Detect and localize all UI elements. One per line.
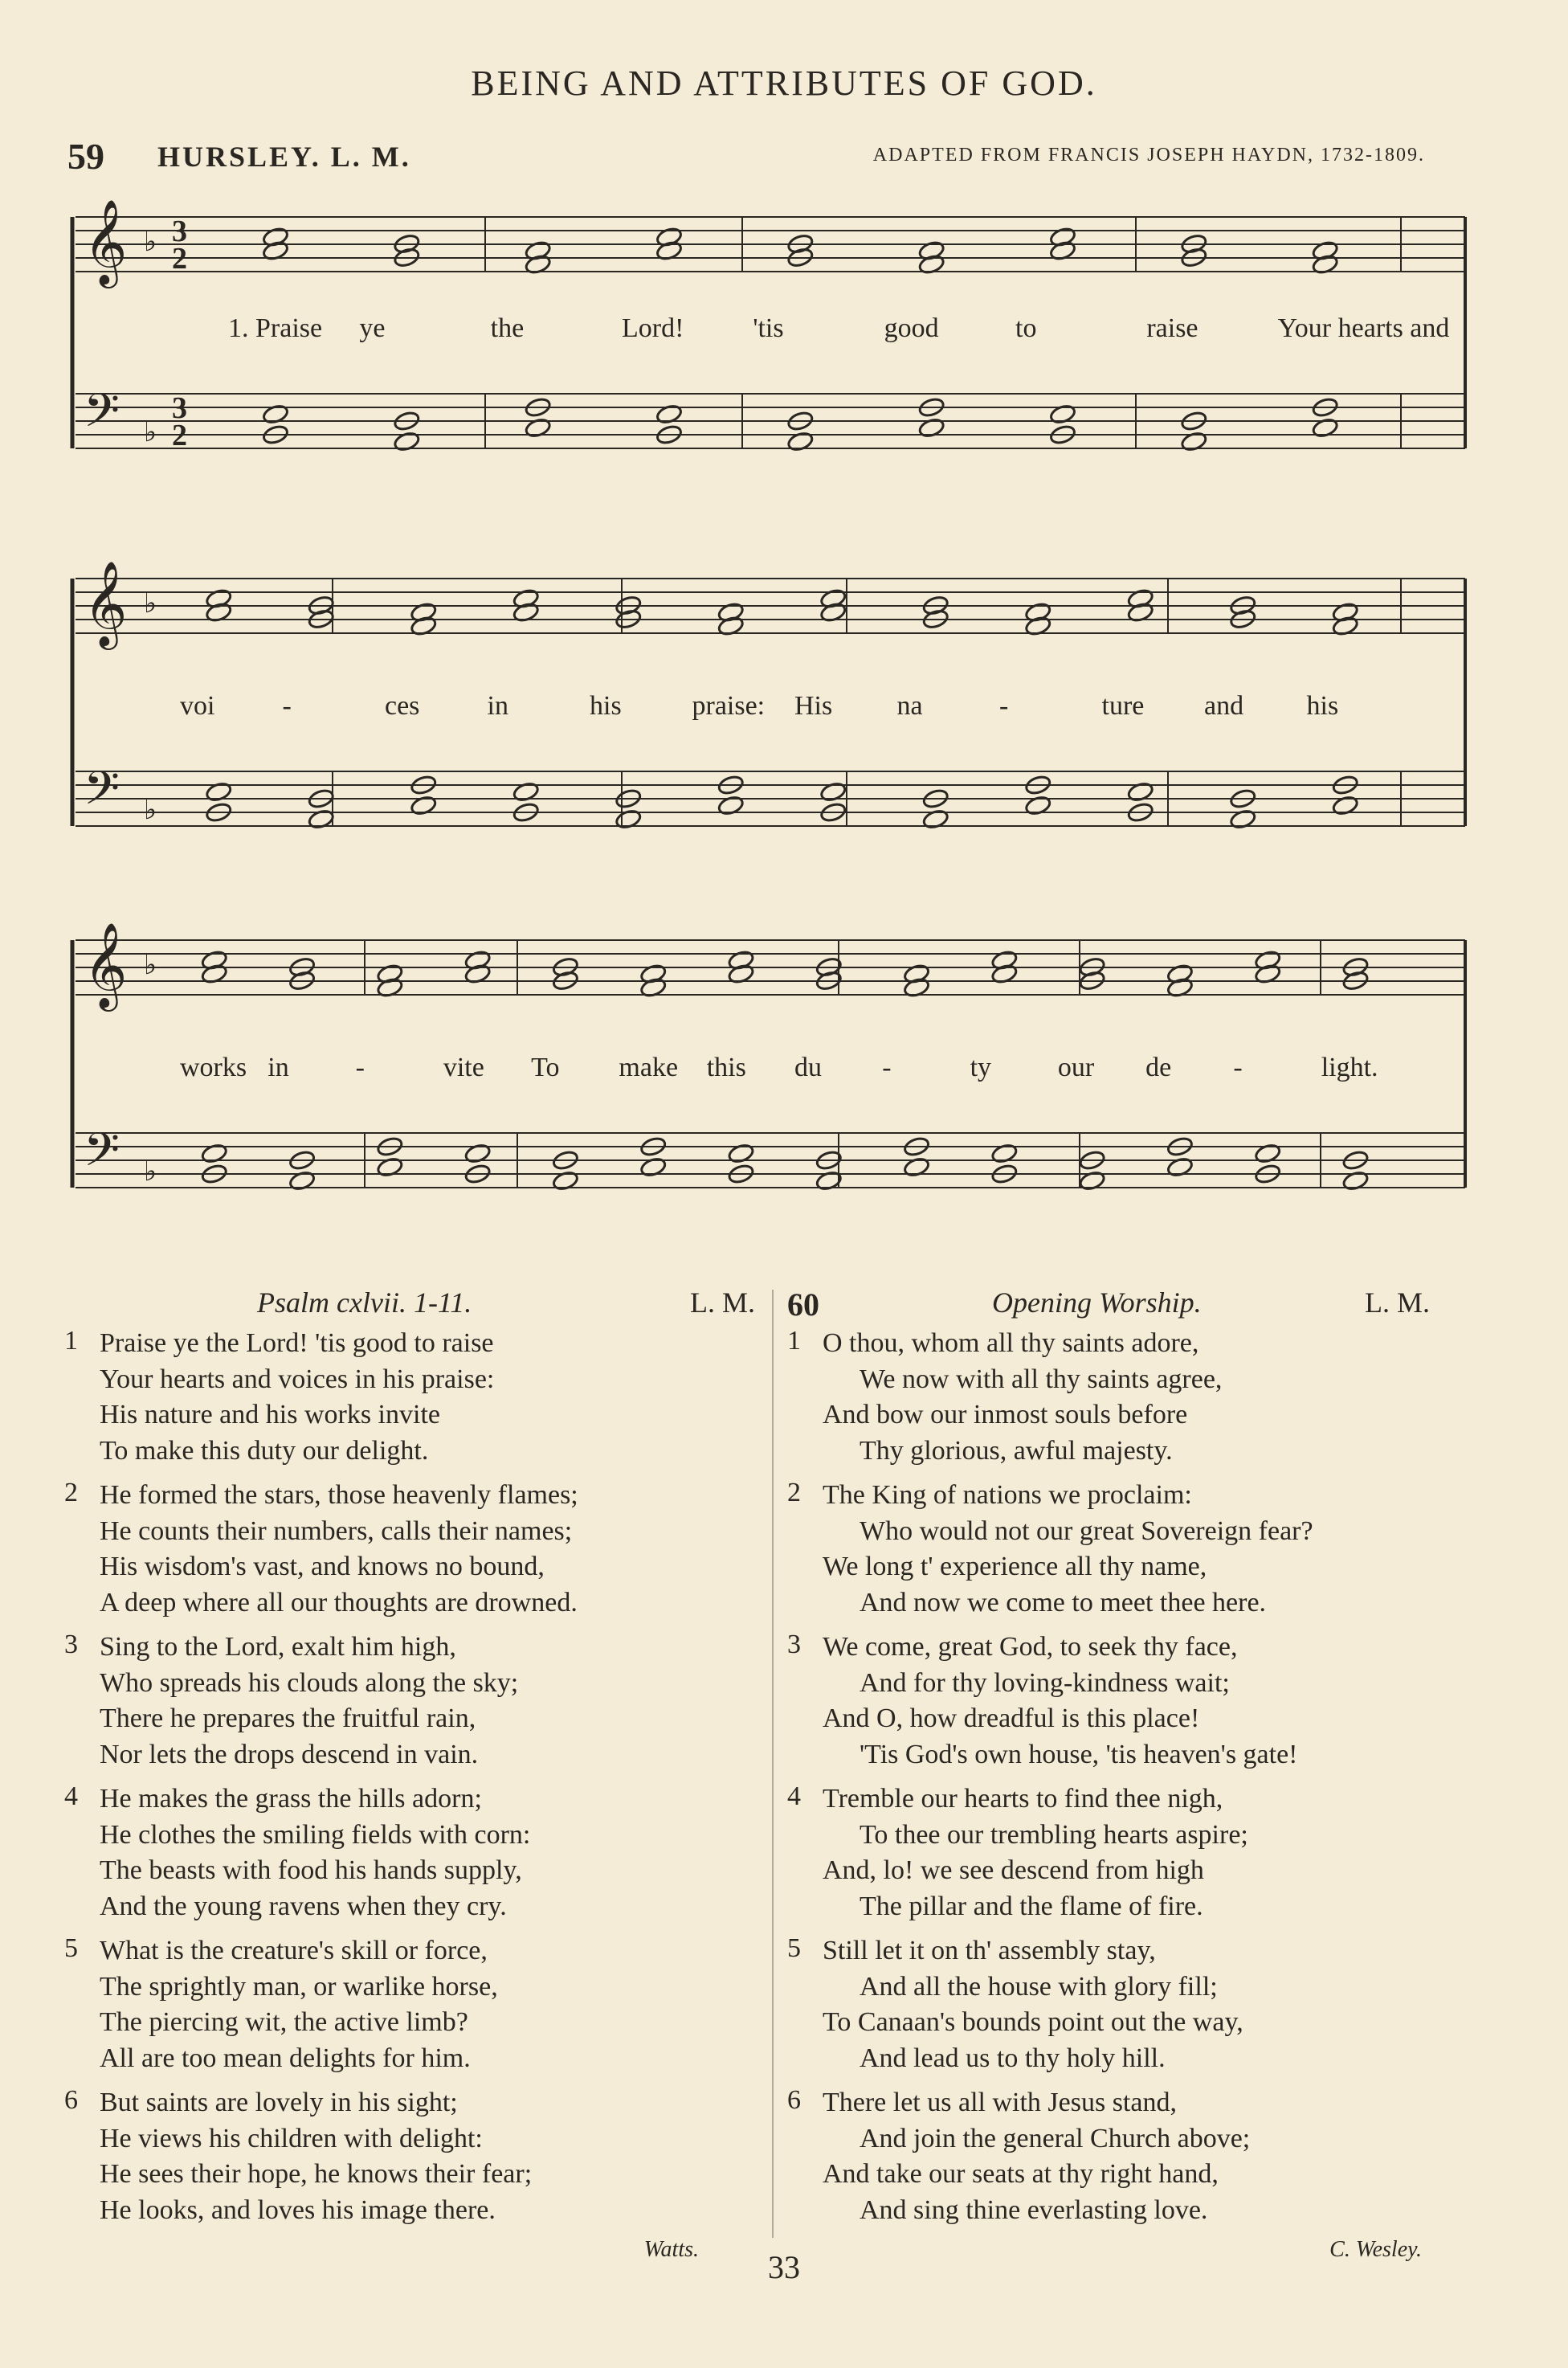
verse-line: Thy glorious, awful majesty. xyxy=(860,1435,1173,1466)
stanza xyxy=(64,1326,755,1469)
verse-line: The beasts with food his hands supply, xyxy=(100,1855,522,1885)
lyric-syllable: and xyxy=(1204,691,1244,721)
note-head xyxy=(917,417,945,439)
note-head xyxy=(524,417,551,439)
verse-line: A deep where all our thoughts are drowned. xyxy=(100,1587,578,1618)
verse-line: To make this duty our delight. xyxy=(100,1435,429,1466)
verse-line: Sing to the Lord, exalt him high, xyxy=(100,1632,456,1662)
verse-line: O thou, whom all thy saints adore, xyxy=(823,1328,1199,1358)
verse-line: Your hearts and voices in his praise: xyxy=(100,1364,495,1394)
lyric-syllable: Your hearts and xyxy=(1277,313,1450,343)
note-head xyxy=(903,1156,930,1178)
note-head xyxy=(376,1156,403,1178)
lyric-syllable: - xyxy=(282,691,292,721)
author-attribution: Watts. xyxy=(643,2237,699,2262)
time-signature: 2 xyxy=(172,419,187,452)
note-head xyxy=(410,795,437,816)
verse-line: We long t' experience all thy name, xyxy=(823,1552,1207,1581)
note-head xyxy=(922,808,949,830)
lyric-syllable: du xyxy=(794,1053,822,1082)
verse-line: And now we come to meet thee here. xyxy=(860,1587,1267,1618)
verse-line: And for thy loving-kindness wait; xyxy=(860,1667,1230,1698)
verse-line: His nature and his works invite xyxy=(100,1400,440,1429)
bass-clef-icon: 𝄢 xyxy=(84,1123,120,1188)
note-head xyxy=(262,403,289,425)
running-head: BEING AND ATTRIBUTES OF GOD. xyxy=(471,63,1097,103)
stanza xyxy=(64,1630,755,1773)
flat-icon: ♭ xyxy=(144,226,157,258)
lyric-syllable: his xyxy=(1306,691,1339,721)
lyric-syllable: - xyxy=(1233,1053,1243,1082)
verse-line: Still let it on th' assembly stay, xyxy=(823,1936,1156,1965)
verse-line: But saints are lovely in his sight; xyxy=(100,2088,458,2117)
verse-line: All are too mean delights for him. xyxy=(100,2043,471,2073)
lyric-syllable: voi xyxy=(180,691,215,721)
verse-line: He views his children with delight: xyxy=(100,2123,483,2153)
lyric-syllable: this xyxy=(706,1053,746,1082)
lyric-syllable: the xyxy=(490,313,525,343)
lyric-syllable: vite xyxy=(443,1053,484,1082)
verse-line: The pillar and the flame of fire. xyxy=(860,1891,1203,1921)
note-head xyxy=(512,781,540,803)
hymn-number: 60 xyxy=(787,1286,819,1323)
lyric-syllable: His xyxy=(794,691,833,721)
lyric-syllable: na xyxy=(896,691,923,721)
note-head xyxy=(639,1156,667,1178)
verse-line: Who would not our great Sovereign fear? xyxy=(860,1515,1313,1546)
verse-line: Tremble our hearts to find thee nigh, xyxy=(823,1784,1223,1814)
stanza xyxy=(787,2085,1470,2228)
staff-lines xyxy=(72,579,1465,826)
psalm-heading xyxy=(64,1286,755,1326)
hymn-number: 59 xyxy=(67,136,104,177)
lyric-syllable: our xyxy=(1057,1053,1095,1082)
flat-icon: ♭ xyxy=(144,587,157,620)
stanza-number: 4 xyxy=(787,1781,801,1811)
treble-clef-icon: 𝄞 xyxy=(84,922,128,1008)
time-signature: 3 xyxy=(172,215,187,248)
stanza xyxy=(64,1478,755,1621)
verse-line: There he prepares the fruitful rain, xyxy=(100,1703,476,1733)
note-head xyxy=(1311,417,1338,439)
note-head xyxy=(463,1143,491,1164)
verse-line: And take our seats at thy right hand, xyxy=(823,2159,1219,2189)
lyric-syllable: good xyxy=(884,313,939,343)
lyric-syllable: to xyxy=(1015,313,1037,343)
lyric-syllable: light. xyxy=(1321,1053,1378,1082)
stanza xyxy=(787,1630,1470,1773)
music-system-1 xyxy=(67,193,1473,506)
verse-line: And all the house with glory fill; xyxy=(860,1971,1218,2002)
page-number: 33 xyxy=(768,2249,800,2285)
music-system-2 xyxy=(67,554,1473,884)
treble-clef-icon: 𝄞 xyxy=(84,560,128,646)
note-head xyxy=(717,795,745,816)
flat-icon: ♭ xyxy=(144,416,157,448)
lyric-syllable: ty xyxy=(970,1053,992,1082)
time-signature: 3 xyxy=(172,391,187,425)
note-head xyxy=(1332,795,1359,816)
stanza-number: 1 xyxy=(787,1326,801,1356)
hymn-60-heading xyxy=(787,1286,1470,1326)
verse-line: We come, great God, to seek thy face, xyxy=(823,1632,1238,1662)
lyric-syllable: in xyxy=(267,1053,289,1082)
lyric-syllable: 1. Praise xyxy=(228,313,323,343)
stanza-number: 6 xyxy=(787,2085,801,2115)
stanza-number: 3 xyxy=(64,1630,78,1659)
lyric-syllable: raise xyxy=(1146,313,1198,343)
verse-line: He sees their hope, he knows their fear; xyxy=(100,2159,533,2189)
lyric-syllable: works xyxy=(180,1053,247,1082)
note-head xyxy=(815,1170,843,1192)
verse-line: He makes the grass the hills adorn; xyxy=(100,1784,482,1814)
lyric-syllable: To xyxy=(531,1053,560,1082)
note-head xyxy=(552,1170,579,1192)
note-head xyxy=(1078,1170,1105,1192)
note-head xyxy=(615,808,642,830)
hymn-59-header xyxy=(67,135,1425,175)
bass-clef-icon: 𝄢 xyxy=(84,761,120,827)
stanza-number: 5 xyxy=(787,1933,801,1963)
verse-line: His wisdom's vast, and knows no bound, xyxy=(100,1552,545,1581)
music-system-3 xyxy=(67,916,1473,1254)
stanza-number: 2 xyxy=(64,1478,78,1507)
verse-line: The piercing wit, the active limb? xyxy=(100,2007,468,2037)
note-head xyxy=(1180,431,1207,452)
flat-icon: ♭ xyxy=(144,794,157,826)
lyric-syllable: praise: xyxy=(692,691,766,721)
verse-line: And bow our inmost souls before xyxy=(823,1400,1188,1429)
lyric-syllable: - xyxy=(355,1053,365,1082)
stanza-number: 6 xyxy=(64,2085,78,2115)
note-head xyxy=(1229,808,1256,830)
verse-line: And the young ravens when they cry. xyxy=(100,1891,507,1921)
verse-line: What is the creature's skill or force, xyxy=(100,1936,488,1965)
hymn-title: Opening Worship. xyxy=(992,1286,1202,1319)
composer-credit: ADAPTED FROM FRANCIS JOSEPH HAYDN, 1732-1809. xyxy=(872,145,1425,166)
lyric-syllable: 'tis xyxy=(753,313,784,343)
verse-line: We now with all thy saints agree, xyxy=(860,1364,1223,1394)
bass-clef-icon: 𝄢 xyxy=(84,383,120,449)
verse-line: There let us all with Jesus stand, xyxy=(823,2088,1177,2117)
note-head xyxy=(655,403,683,425)
meter-label: L. M. xyxy=(690,1286,755,1319)
verse-line: And O, how dreadful is this place! xyxy=(823,1703,1200,1733)
stanza-number: 2 xyxy=(787,1478,801,1507)
stanza xyxy=(64,1933,755,2076)
stanza xyxy=(64,2085,755,2228)
lyric-syllable: ces xyxy=(385,691,420,721)
column-divider xyxy=(772,1290,774,2238)
stanza-number: 5 xyxy=(64,1933,78,1963)
hymn-60-text xyxy=(787,1286,1470,2263)
stanza-number: 1 xyxy=(64,1326,78,1356)
stanza-number: 4 xyxy=(64,1781,78,1811)
lyric-syllable: ture xyxy=(1101,691,1145,721)
verse-line: He counts their numbers, calls their names; xyxy=(100,1515,573,1546)
note-head xyxy=(1049,403,1076,425)
music-staff-graphic xyxy=(67,916,1473,1254)
lyric-syllable: his xyxy=(590,691,622,721)
verse-line: To Canaan's bounds point out the way, xyxy=(823,2007,1243,2037)
lyric-syllable: make xyxy=(619,1053,679,1082)
verse-line: The sprightly man, or warlike horse, xyxy=(100,1971,498,2002)
lyric-syllable: - xyxy=(882,1053,892,1082)
lyric-syllable: de xyxy=(1145,1053,1172,1082)
note-head xyxy=(819,781,847,803)
note-head xyxy=(727,1143,754,1164)
verse-line: He formed the stars, those heavenly flames; xyxy=(100,1480,578,1510)
lyric-syllable: Lord! xyxy=(622,313,684,343)
note-head xyxy=(308,808,335,830)
hymn-59-text xyxy=(64,1286,755,2263)
time-signature: 2 xyxy=(172,242,187,276)
note-head xyxy=(990,1143,1018,1164)
note-head xyxy=(1127,781,1154,803)
verse-line: And sing thine everlasting love. xyxy=(860,2194,1208,2225)
note-head xyxy=(1254,1143,1281,1164)
music-staff-graphic xyxy=(67,554,1473,884)
note-head xyxy=(1166,1156,1194,1178)
verse-line: To thee our trembling hearts aspire; xyxy=(860,1819,1248,1850)
verse-line: 'Tis God's own house, 'tis heaven's gate! xyxy=(860,1739,1298,1769)
verse-line: The King of nations we proclaim: xyxy=(823,1480,1192,1510)
tune-name: HURSLEY. L. M. xyxy=(157,141,411,173)
psalm-reference: Psalm cxlvii. 1-11. xyxy=(257,1286,472,1319)
stanza-list xyxy=(64,1326,755,2228)
note-head xyxy=(786,431,814,452)
verse-line: Praise ye the Lord! 'tis good to raise xyxy=(100,1328,494,1358)
stanza-number: 3 xyxy=(787,1630,801,1659)
author-attribution: C. Wesley. xyxy=(1329,2237,1422,2262)
lyric-syllable: - xyxy=(999,691,1009,721)
stanza xyxy=(787,1933,1470,2076)
stanza-list xyxy=(787,1326,1470,2228)
treble-clef-icon: 𝄞 xyxy=(84,198,128,284)
verse-line: And join the general Church above; xyxy=(860,2123,1251,2153)
note-head xyxy=(201,1143,228,1164)
verse-line: And lead us to thy holy hill. xyxy=(860,2043,1166,2073)
stanza xyxy=(64,1781,755,1924)
flat-icon: ♭ xyxy=(144,949,157,981)
note-head xyxy=(288,1170,316,1192)
note-head xyxy=(1341,1170,1369,1192)
note-head xyxy=(205,781,232,803)
stanza xyxy=(787,1326,1470,1469)
verse-line: And, lo! we see descend from high xyxy=(823,1855,1204,1885)
note-head xyxy=(393,431,420,452)
flat-icon: ♭ xyxy=(144,1155,157,1188)
stanza xyxy=(787,1478,1470,1621)
verse-line: Who spreads his clouds along the sky; xyxy=(100,1667,519,1698)
verse-line: He clothes the smiling fields with corn: xyxy=(100,1819,531,1850)
music-staff-graphic xyxy=(67,193,1473,506)
meter-label: L. M. xyxy=(1365,1286,1430,1319)
lyric-syllable: ye xyxy=(359,313,386,343)
note-head xyxy=(1024,795,1051,816)
lyric-syllable: in xyxy=(487,691,508,721)
stanza xyxy=(787,1781,1470,1924)
verse-line: Nor lets the drops descend in vain. xyxy=(100,1739,479,1769)
verse-line: He looks, and loves his image there. xyxy=(100,2194,496,2225)
